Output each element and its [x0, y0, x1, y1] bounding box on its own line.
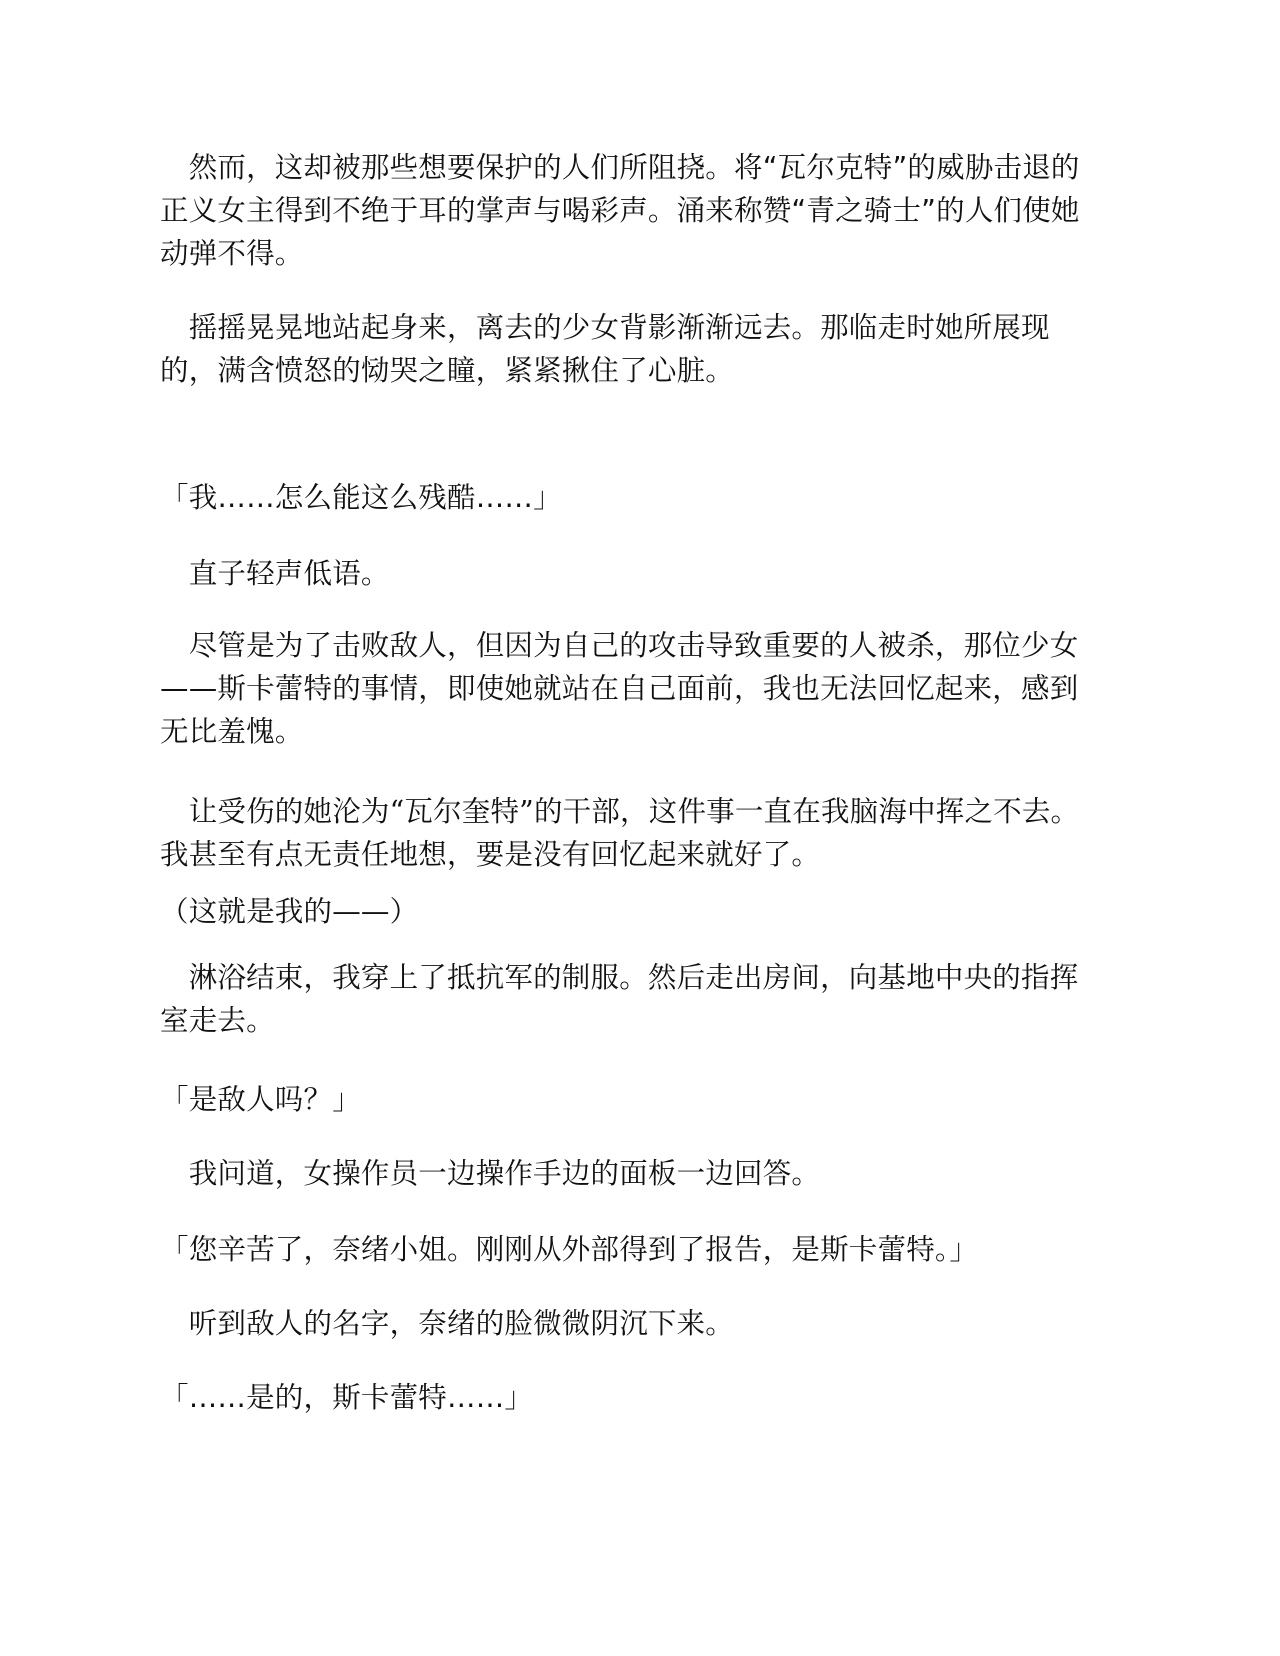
dialogue-line-4: 「……是的，斯卡蕾特……」: [160, 1381, 534, 1414]
paragraph-1: 然而，这却被那些想要保护的人们所阻挠。将“瓦尔克特”的威胁击退的正义女主得到不绝于耳的掌声与喝彩声。涌来称赞“青之骑士”的人们使她动弹不得。: [160, 151, 1080, 270]
paragraph-6: （这就是我的——）: [160, 895, 419, 928]
dialogue-line-2: 「是敌人吗？」: [160, 1083, 361, 1116]
dialogue-line-1: 「我……怎么能这么残酷……」: [160, 481, 562, 514]
paragraph-2: 摇摇晃晃地站起身来，离去的少女背影渐渐远去。那临走时她所展现的，满含愤怒的恸哭之瞳，紧紧揪住了心脏。: [160, 311, 1050, 387]
paragraph-9: 听到敌人的名字，奈绪的脸微微阴沉下来。: [160, 1307, 735, 1340]
paragraph-8: 我问道，女操作员一边操作手边的面板一边回答。: [160, 1157, 821, 1190]
paragraph-3: 直子轻声低语。: [160, 557, 390, 590]
dialogue-line-3: 「您辛苦了，奈绪小姐。刚刚从外部得到了报告，是斯卡蕾特。」: [160, 1233, 979, 1266]
paragraph-5: 让受伤的她沦为“瓦尔奎特”的干部，这件事一直在我脑海中挥之不去。我甚至有点无责任地想，要是没有回忆起来就好了。: [160, 795, 1080, 871]
paragraph-4: 尽管是为了击败敌人，但因为自己的攻击导致重要的人被杀，那位少女——斯卡蕾特的事情，即使她就站在自己面前，我也无法回忆起来，感到无比羞愧。: [160, 629, 1079, 748]
paragraph-7: 淋浴结束，我穿上了抵抗军的制服。然后走出房间，向基地中央的指挥室走去。: [160, 961, 1079, 1037]
